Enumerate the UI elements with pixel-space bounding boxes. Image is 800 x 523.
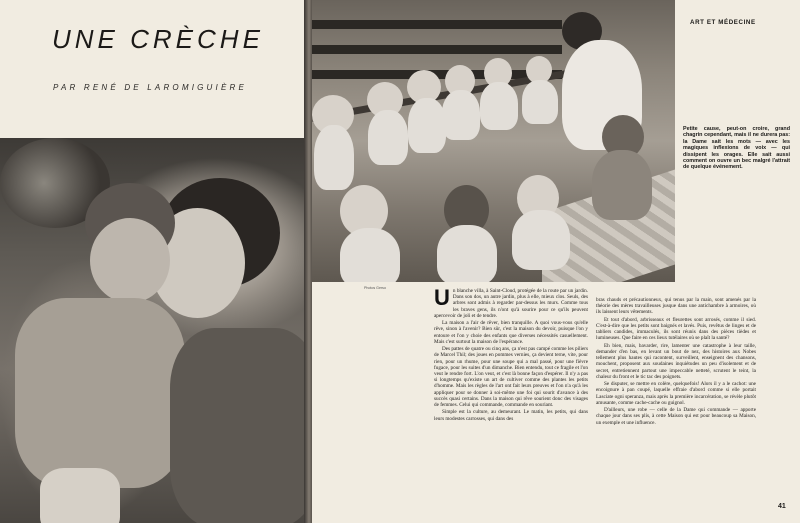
article-paragraph: Simple est la culture, au demeurant. Le matin, les petits, qui dans leurs modestes carrosses, qui dans des [434, 409, 588, 422]
right-page [312, 0, 800, 523]
article-paragraph: Et tout d'abord, arbrisseaux et fleurettes sont arrosés, comme il sied. C'est-à-dire que les petits sont baignés et lavés. Puis, revêtus de linges et de tabliers candides, immaculés, ils sont réunis dans des pièces tièdes et lumineuses. Que faire en ces lieux tutélaires où se plaît la santé? [596, 316, 756, 342]
article-title: UNE CRÈCHE [52, 24, 264, 54]
photo-child-figure [480, 82, 518, 130]
section-rubric: ART ET MÉDECINE [690, 19, 756, 26]
page-number: 41 [778, 503, 786, 510]
photo-woman-consoling-child [0, 138, 306, 523]
photo-child-figure [314, 125, 354, 190]
article-paragraph: La maison a l'air de rêver, bien tranquille. A quoi vous-vous qu'elle rêve, sinon à l'avenir? Bien sûr, c'est la maison du devoir, puisque l'on y entoure et l'on y choie des enfants que diverses nécessités casuellement. Mais c'est surtout la maison de l'espérance. [434, 320, 588, 345]
article-paragraph: D'ailleurs, une robe — celle de la Dame qui commande — apporte chaque jour dans ses plis, à cette Maison qui est pour beaucoup sa Maison, un exemple et une influence. [596, 407, 756, 426]
photo-child-figure [368, 110, 408, 165]
photo-children-on-bench [312, 0, 675, 282]
photo-child-figure [592, 150, 652, 220]
photo-child-figure [437, 225, 497, 282]
photo-child-figure [340, 228, 400, 282]
photo-child-figure [408, 98, 446, 153]
photo-child-figure [512, 210, 570, 270]
photo-child-leg [40, 468, 120, 523]
photo-caption: Petite cause, peut-on croire, grand chagrin cependant, mais il ne durera pas: la Dame sait les mots — avec les magiques inflexions de voix — qui dissipent les orages. Elle sait aussi comment on ouvre un bec malgré l'attrait de quelque événement. [683, 126, 790, 171]
article-column-1 [434, 285, 588, 423]
article-byline: PAR RENÉ DE LAROMIGUIÈRE [53, 83, 248, 92]
article-paragraph: Des pattes de quatre ou cinq ans, ça n'est pas campé comme les piliers de Marcel Thil; des joues en pommes vernies, ça devient terne, vite, pour rien, pour un rhume, pour une soupe qui a mal passé, pour une fièvre fugace, pour les suites d'un dimanche. Bien entendu, tout ce fragile et l'on veut le rendre fort. L'on veut, et c'est là bonne façon d'espérer. Il n'y a pas si longtemps qu'existe un art de cultiver comme des plantes les petits d'homme. Mais les règles de l'art ont fait leurs preuves et l'on n'a qu'à les appliquer pour se donner à soi-même une foi qui sourit d'avance à des succès quasi certains. Dans la maison qui rêve sourient donc des visages de femmes. Celui qui commande, commande en souriant. [434, 346, 588, 409]
left-page [0, 0, 306, 523]
photo-woman-dress [170, 328, 306, 523]
photo-child-face [90, 218, 170, 303]
photo-bench-slat [312, 45, 562, 54]
photo-bench-slat [312, 20, 562, 29]
drop-cap: U [434, 285, 450, 310]
photo-child-figure [442, 90, 480, 140]
article-paragraph: Eh bien, mais, bavarder, rire, lamenter une catastrophe à leur taille, demander d'en bas, en levant un bout de nez, des histoires aux Nobes tellement plus hautes qui racontent, surveillent, enseignent des chansons, mouchent, proposent aux soudaines inquiétudes un peu d'isolement et de secret, entretiennent partout une impeccable netteté, scrutent le teint, la chaleur du front et le tic tac des poignets. [596, 342, 756, 380]
photo-child-body [15, 298, 185, 488]
article-column-2 [596, 297, 756, 427]
article-paragraph: n blanche villa, à Saint-Cloud, protégée de la route par un jardin. Dans son dos, un autre jardin, plus à elle, mieux clos. Seuls, des arbres sont admis à regarder par-dessus les murs. Comme tous les braves gens, ils n'ont qu'à sourire pour ce qu'ils peuvent apercevoir de joli et de tendre. [434, 288, 588, 319]
photo-credit: Photos Gerso [364, 286, 386, 290]
photo-child-figure [522, 80, 558, 124]
article-paragraph: bras chauds et précautionneux, qui tenus par la main, sont amenés par la théorie des mères travailleuses jusque dans une antichambre à armoires, où ils laissent leurs vêtements. [596, 297, 756, 316]
article-paragraph: Se disputer, se mettre en colère, quelquefois! Alors il y a le cachot: une encoignure à pan coupé, laquelle effraie d'abord comme si elle portait Lasciate ogni speranza, mais après la première incarcération, se révèle plutôt amusante, comme cache-cache ou guignol. [596, 381, 756, 406]
